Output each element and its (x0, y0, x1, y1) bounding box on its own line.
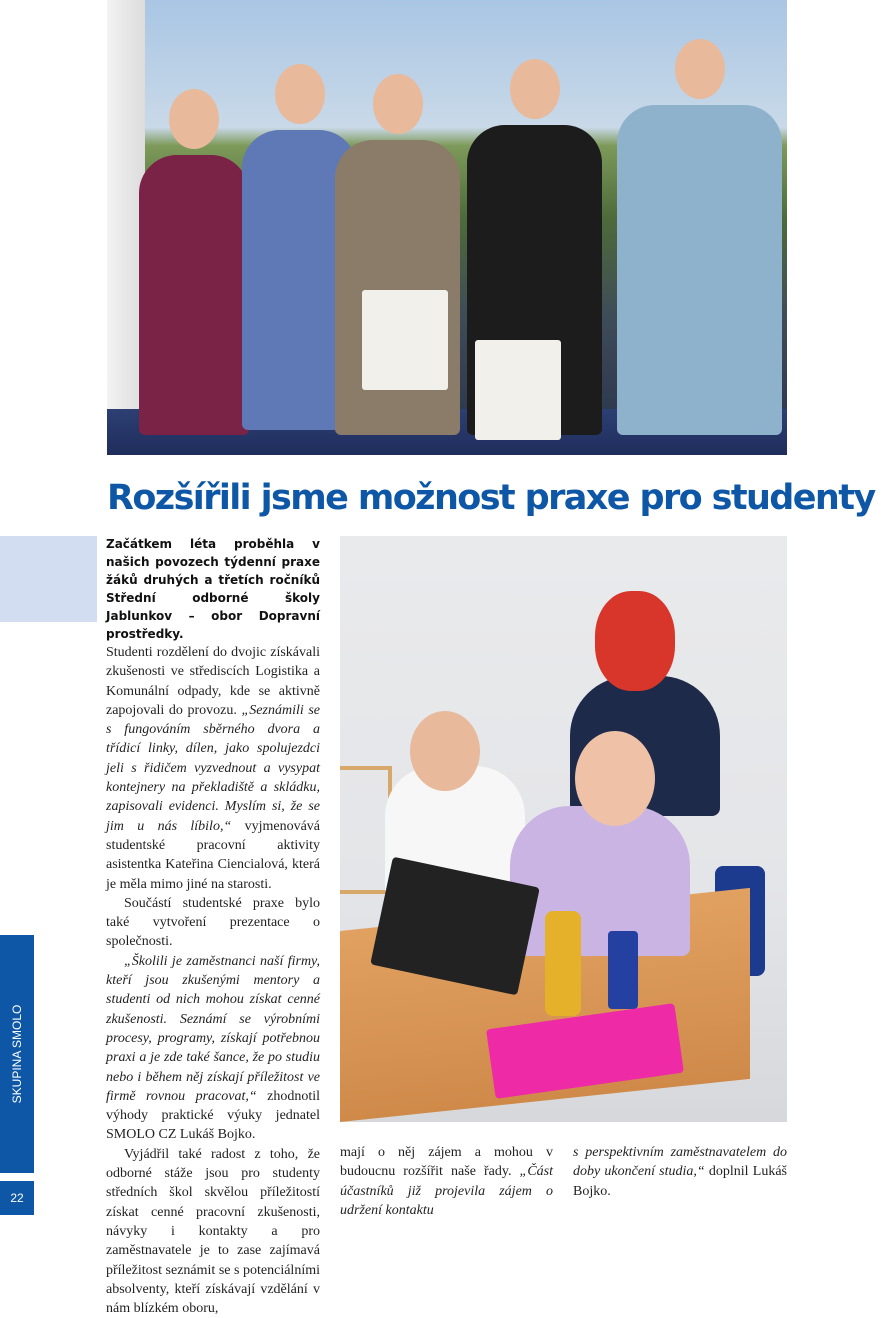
photo-student-1-head (410, 711, 480, 791)
decorative-block (0, 536, 97, 622)
text-run: Studenti rozdělení do dvojic získávali zkušenosti ve střediscích Logistika a Komunální odpady, kde se aktivně zapojovali do provozu. (106, 645, 320, 718)
quote: „Školili je zaměstnanci naší firmy, kteří jsou zkušenými mentory a studenti od nich mohou získat cenné zkušenosti. Seznámí se výrobními procesy, programy, získají potřebnou praxi a je zde také šance, že po studiu nebo i během něj získají příležitost ve firmě rovnou pracovat,“ (106, 953, 320, 1104)
text-run: vyjmenovává studentské pracovní aktivity asistentka Kateřina Ciencialová, která je měla mimo jiné na starosti. (106, 818, 321, 892)
paragraph: Vyjádřil také radost z toho, že odborné stáže jsou pro studenty středních škol skvělou příležitostí získat cenné pracovní zkušenosti, návyky i kontakty a pro zaměstnavatele je to zase zajímavá příležitost seznámit se s potenciálními absolventy, kteří získávají vzdělání v nám blízkém oboru, (106, 1146, 320, 1317)
photo-person-1 (139, 155, 249, 435)
article-column-3 (573, 1143, 787, 1201)
photo-mentor-head (595, 591, 675, 691)
text-run: doplnil Lukáš Bojko. (573, 1164, 787, 1199)
tote-bag (475, 340, 561, 440)
photo-student-2 (510, 806, 690, 956)
photo-student-2-head (575, 731, 655, 826)
text-run: zhodnotil výhody praktické výuky jednatel SMOLO CZ Lukáš Bojko. (106, 1088, 320, 1143)
text-run: mají o něj zájem a mohou v budoucnu rozšířit naše řady. (340, 1145, 553, 1180)
paragraph (106, 643, 320, 894)
students-photo (340, 536, 787, 1122)
paragraph (106, 952, 320, 1145)
article-lead: Začátkem léta proběhla v našich povozech týdenní praxe žáků druhých a třetích ročníků Střední odborné školy Jablunkov – obor Dopravní prostředky. (106, 537, 320, 641)
paragraph (340, 1143, 553, 1220)
paragraph: Součástí studentské praxe bylo také vytvoření prezentace o společnosti. (106, 895, 320, 950)
photo-person-5 (617, 105, 782, 435)
paragraph (573, 1143, 787, 1201)
article-column-1 (106, 643, 320, 1318)
article-column-2 (340, 1143, 553, 1220)
quote: „Seznámili se s fungováním sběrného dvora a třídicí linky, dílen, jako spolujezdci jeli s řidičem vyzvednout a vysypat kontejnery na překladiště a skládku, zapisovali evidenci. Myslím si, že se jim u nás líbilo,“ (106, 702, 321, 834)
group-photo (107, 0, 787, 455)
bottle (545, 911, 581, 1016)
can (608, 931, 638, 1009)
section-tab-label: SKUPINA SMOLO (10, 1004, 24, 1104)
tote-bag (362, 290, 448, 390)
photo-person-3 (335, 140, 460, 435)
quote: s perspektivním zaměstnavatelem do doby ukončení studia,“ (573, 1145, 787, 1180)
page-number: 22 (0, 1181, 34, 1215)
section-tab (0, 935, 34, 1173)
article-headline: Rozšířili jsme možnost praxe pro studenty (107, 478, 875, 518)
quote: „Část účastníků již projevila zájem o udržení kontaktu (340, 1164, 553, 1218)
